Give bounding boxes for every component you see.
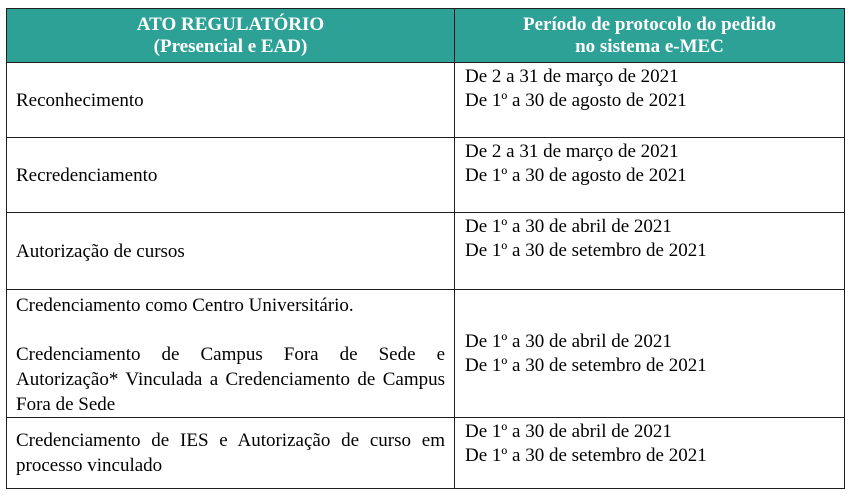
act-text: Credenciamento como Centro Universitário. bbox=[16, 295, 354, 316]
period-line: De 1º a 30 de agosto de 2021 bbox=[465, 90, 687, 111]
period-line: De 1º a 30 de setembro de 2021 bbox=[465, 445, 707, 466]
period-line: De 1º a 30 de agosto de 2021 bbox=[465, 165, 687, 186]
act-cell bbox=[7, 290, 455, 418]
table-row bbox=[7, 418, 845, 489]
act-cell: Reconhecimento bbox=[7, 63, 455, 138]
act-cell: Autorização de cursos bbox=[7, 213, 455, 290]
table-row bbox=[7, 290, 845, 418]
period-line: De 1º a 30 de abril de 2021 bbox=[465, 421, 672, 442]
header-act-title: ATO REGULATÓRIO bbox=[136, 13, 325, 35]
paragraph-gap bbox=[16, 318, 445, 342]
period-cell bbox=[455, 418, 845, 489]
regulatory-schedule-table bbox=[6, 8, 845, 489]
period-cell bbox=[455, 63, 845, 138]
act-cell: Credenciamento de IES e Autorização de curso em processo vinculado bbox=[7, 418, 455, 489]
act-text: Credenciamento de Campus Fora de Sede e Autorização* Vinculada a Credenciamento de Campus Fora de Sede bbox=[16, 344, 445, 415]
table-row bbox=[7, 138, 845, 213]
header-period-column bbox=[455, 9, 845, 63]
period-line: De 1º a 30 de setembro de 2021 bbox=[465, 240, 707, 261]
period-line: De 2 a 31 de março de 2021 bbox=[465, 66, 679, 87]
header-act-column bbox=[7, 9, 455, 63]
act-cell: Recredenciamento bbox=[7, 138, 455, 213]
header-period-title: Período de protocolo do pedido bbox=[523, 13, 776, 35]
table-row bbox=[7, 213, 845, 290]
period-line: De 1º a 30 de abril de 2021 bbox=[465, 216, 672, 237]
period-cell bbox=[455, 290, 845, 418]
period-line: De 2 a 31 de março de 2021 bbox=[465, 141, 679, 162]
period-cell bbox=[455, 138, 845, 213]
header-act-subtitle: (Presencial e EAD) bbox=[153, 35, 308, 57]
table-header bbox=[7, 9, 845, 63]
period-cell bbox=[455, 213, 845, 290]
header-period-subtitle: no sistema e-MEC bbox=[575, 35, 724, 57]
period-line: De 1º a 30 de abril de 2021 bbox=[465, 330, 672, 352]
period-line: De 1º a 30 de setembro de 2021 bbox=[465, 354, 707, 376]
table-row bbox=[7, 63, 845, 138]
